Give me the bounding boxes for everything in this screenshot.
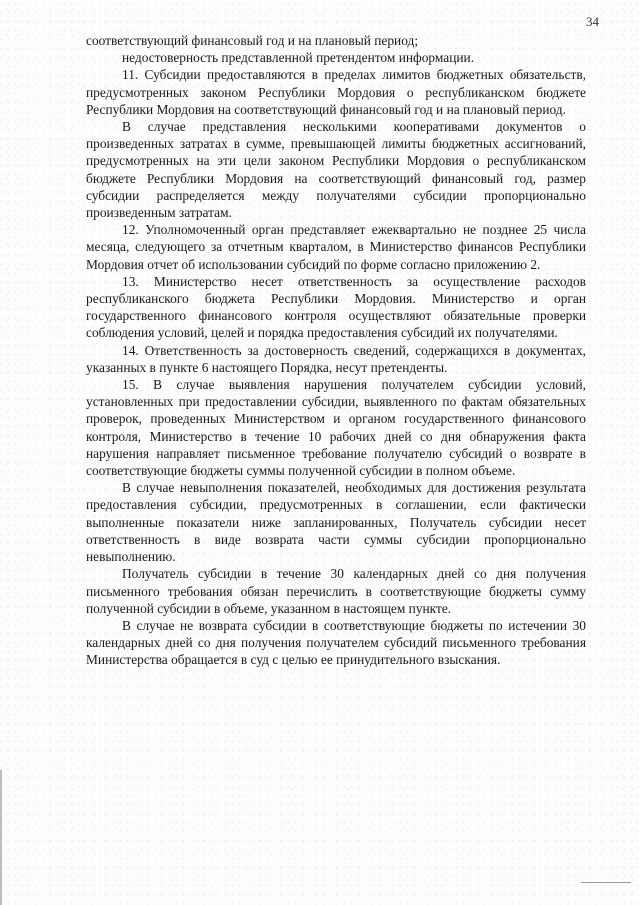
paragraph: соответствующий финансовый год и на плановый период;: [86, 33, 419, 48]
paragraph: недостоверность представленной претендентом информации.: [122, 50, 475, 66]
document-body: [86, 32, 586, 669]
paragraph: Получатель субсидии в течение 30 календарных дней со дня получения письменного требования обязан перечислить в соответствующие бюджеты сумму полученной субсидии в объеме, указанном в настоящем пункте.: [86, 566, 586, 616]
paragraph: В случае представления несколькими кооперативами документов о произведенных затратах в сумме, превышающей лимиты бюджетных ассигнований, предусмотренных на эти цели законом Республики Мордовия о республиканском бюджете Республики Мордовия на соответствующий финансовый год, размер субсидии распределяется между получателями субсидии пропорционально произведенным затратам.: [86, 119, 586, 221]
scan-margin-mark: [0, 770, 2, 905]
paragraph: 15. В случае выявления нарушения получателем субсидии условий, установленных при предоставлении субсидии, выявленного по фактам обязательных проверок, проведенных Министерством и органом государственного финансового контроля, Министерство в течение 10 рабочих дней со дня обнаружения факта нарушения направляет письменное требование получателю субсидий о возврате в соответствующие бюджеты суммы полученной субсидии в полном объеме.: [86, 377, 586, 479]
paragraph: 11. Субсидии предоставляются в пределах лимитов бюджетных обязательств, предусмотренных законом Республики Мордовия о республиканском бюджете Республики Мордовия на соответствующий финансовый год и на плановый период.: [86, 67, 586, 117]
paragraph: 12. Уполномоченный орган представляет ежеквартально не позднее 25 числа месяца, следующего за отчетным кварталом, в Министерство финансов Республики Мордовия отчет об использовании субсидий по форме согласно приложению 2.: [86, 222, 586, 272]
page-number: 34: [586, 14, 599, 29]
paragraph: В случае невыполнения показателей, необходимых для достижения результата предоставления субсидии, предусмотренных в соглашении, если фактически выполненные показатели ниже запланированных, Получатель субсидии несет ответственность в виде возврата части суммы субсидии пропорционально невыполнению.: [86, 480, 586, 565]
paragraph: В случае не возврата субсидии в соответствующие бюджеты по истечении 30 календарных дней со дня получения получателем субсидий письменного требования Министерства обращается в суд с целью ее принудительного взыскания.: [86, 617, 586, 668]
paragraph: 13. Министерство несет ответственность за осуществление расходов республиканского бюджета Республики Мордовия. Министерство и орган государственного финансового контроля осуществляют обязательные проверки соблюдения условий, целей и порядка предоставления субсидий их получателями.: [86, 273, 586, 341]
paragraph: 14. Ответственность за достоверность сведений, содержащихся в документах, указанных в пункте 6 настоящего Порядка, несут претенденты.: [86, 342, 586, 375]
scan-bottom-mark: [581, 882, 631, 883]
